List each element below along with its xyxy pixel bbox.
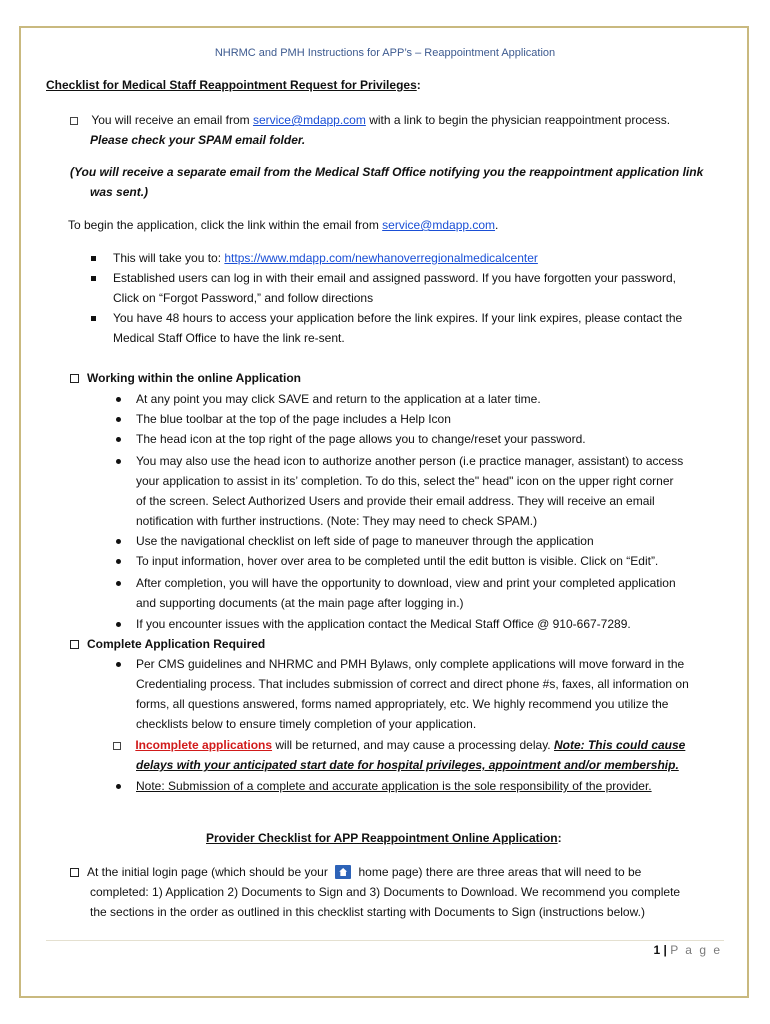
working-b8: If you encounter issues with the application contact the Medical Staff Office @ 910-667-7289.	[136, 617, 631, 631]
service-email-link[interactable]: service@mdapp.com	[252, 113, 366, 127]
working-b7-2: and supporting documents (at the main page after logging in.)	[136, 596, 464, 610]
working-b6: To input information, hover over area to be completed until the edit button is visible. Click on “Edit”.	[136, 554, 659, 568]
initial-login-2: completed: 1) Application 2) Documents to Sign and 3) Documents to Download. We recommend you complete	[90, 885, 681, 899]
link-bullet: This will take you to: https://www.mdapp.com/newhanoverregionalmedicalcenter	[113, 251, 538, 265]
bullet-dot	[116, 397, 121, 402]
footer-divider	[46, 940, 724, 941]
expiry-bullet-1: You have 48 hours to access your application before the link expires. If your link expires, please contact the	[113, 311, 683, 325]
initial-login-3: the sections in the order as outlined in this checklist starting with Documents to Sign (instructions below.)	[90, 905, 645, 919]
login-bullet-2: Click on “Forgot Password,” and follow directions	[113, 291, 374, 305]
bullet-dot	[116, 784, 121, 789]
bullet-dot	[116, 417, 121, 422]
login-bullet-1: Established users can log in with their email and assigned password. If you have forgotten your password,	[113, 271, 676, 285]
incomplete-warning: Incomplete applications	[135, 738, 273, 752]
begin-instructions: To begin the application, click the link within the email from service@mdapp.com.	[68, 218, 499, 232]
bullet-dot	[116, 459, 121, 464]
bullet-dot	[116, 662, 121, 667]
separate-email-note-2: was sent.)	[90, 185, 149, 199]
expiry-bullet-2: Medical Staff Office to have the link re-sent.	[113, 331, 345, 345]
spam-note: Please check your SPAM email folder.	[90, 133, 306, 147]
complete-title: Complete Application Required	[70, 636, 265, 652]
working-title: Working within the online Application	[70, 370, 301, 386]
working-b7-1: After completion, you will have the opportunity to download, view and print your completed application	[136, 576, 676, 590]
email-item: You will receive an email from service@mdapp.com with a link to begin the physician reappointment process.	[70, 112, 670, 128]
complete-b1-4: checklists below to ensure timely completion of your application.	[136, 717, 477, 731]
bullet-dot	[116, 622, 121, 627]
home-icon	[335, 865, 351, 879]
checkbox-icon[interactable]	[70, 117, 78, 125]
separate-email-note-1: (You will receive a separate email from the Medical Staff Office notifying you the reappointment application link	[70, 165, 704, 179]
incomplete-note-2: delays with your anticipated start date for hospital privileges, appointment and/or membership.	[136, 758, 679, 772]
mdapp-link[interactable]: https://www.mdapp.com/newhanoverregionalmedicalcenter	[224, 251, 538, 265]
checkbox-icon[interactable]	[70, 868, 79, 877]
complete-b1-2: Credentialing process. That includes submission of correct and direct phone #s, faxes, all information on	[136, 677, 689, 691]
working-b2: The blue toolbar at the top of the page includes a Help Icon	[136, 412, 451, 426]
working-b4-4: notification with further instructions. (Note: They may need to check SPAM.)	[136, 514, 538, 528]
incomplete-item: Incomplete applications will be returned, and may cause a processing delay. Note: This could cause	[113, 737, 685, 753]
working-b4-2: your application to assist in its’ completion. To do this, select the" head" icon on the upper right corner	[136, 474, 674, 488]
checklist-title: Checklist for Medical Staff Reappointment Request for Privileges:	[46, 78, 421, 92]
checkbox-icon[interactable]	[70, 640, 79, 649]
working-b4-3: of the screen. Select Authorized Users and provide their email address. They will receive an email	[136, 494, 655, 508]
working-b3: The head icon at the top right of the page allows you to change/reset your password.	[136, 432, 586, 446]
provider-checklist-title: Provider Checklist for APP Reappointment Online Application:	[206, 831, 562, 845]
page-footer: 1 | P a g e	[653, 943, 722, 957]
working-b4-1: You may also use the head icon to authorize another person (i.e practice manager, assistant) to access	[136, 454, 684, 468]
bullet-dot	[116, 559, 121, 564]
bullet-dot	[116, 437, 121, 442]
initial-login-1: At the initial login page (which should be your home page) there are three areas that will need to be	[70, 864, 641, 880]
checkbox-icon[interactable]	[70, 374, 79, 383]
working-b1: At any point you may click SAVE and return to the application at a later time.	[136, 392, 541, 406]
checkbox-icon[interactable]	[113, 742, 121, 750]
complete-b1-3: forms, all questions answered, forms named appropriately, etc. We highly recommend you utilize the	[136, 697, 669, 711]
working-b5: Use the navigational checklist on left side of page to maneuver through the application	[136, 534, 594, 548]
bullet-square	[91, 256, 96, 261]
bullet-dot	[116, 539, 121, 544]
bullet-square	[91, 276, 96, 281]
complete-b3: Note: Submission of a complete and accurate application is the sole responsibility of the provider.	[136, 779, 652, 793]
complete-b1-1: Per CMS guidelines and NHRMC and PMH Bylaws, only complete applications will move forward in the	[136, 657, 685, 671]
bullet-square	[91, 316, 96, 321]
service-email-link-2[interactable]: service@mdapp.com	[382, 218, 496, 232]
page-header: NHRMC and PMH Instructions for APP’s – Reappointment Application	[214, 47, 556, 59]
bullet-dot	[116, 581, 121, 586]
